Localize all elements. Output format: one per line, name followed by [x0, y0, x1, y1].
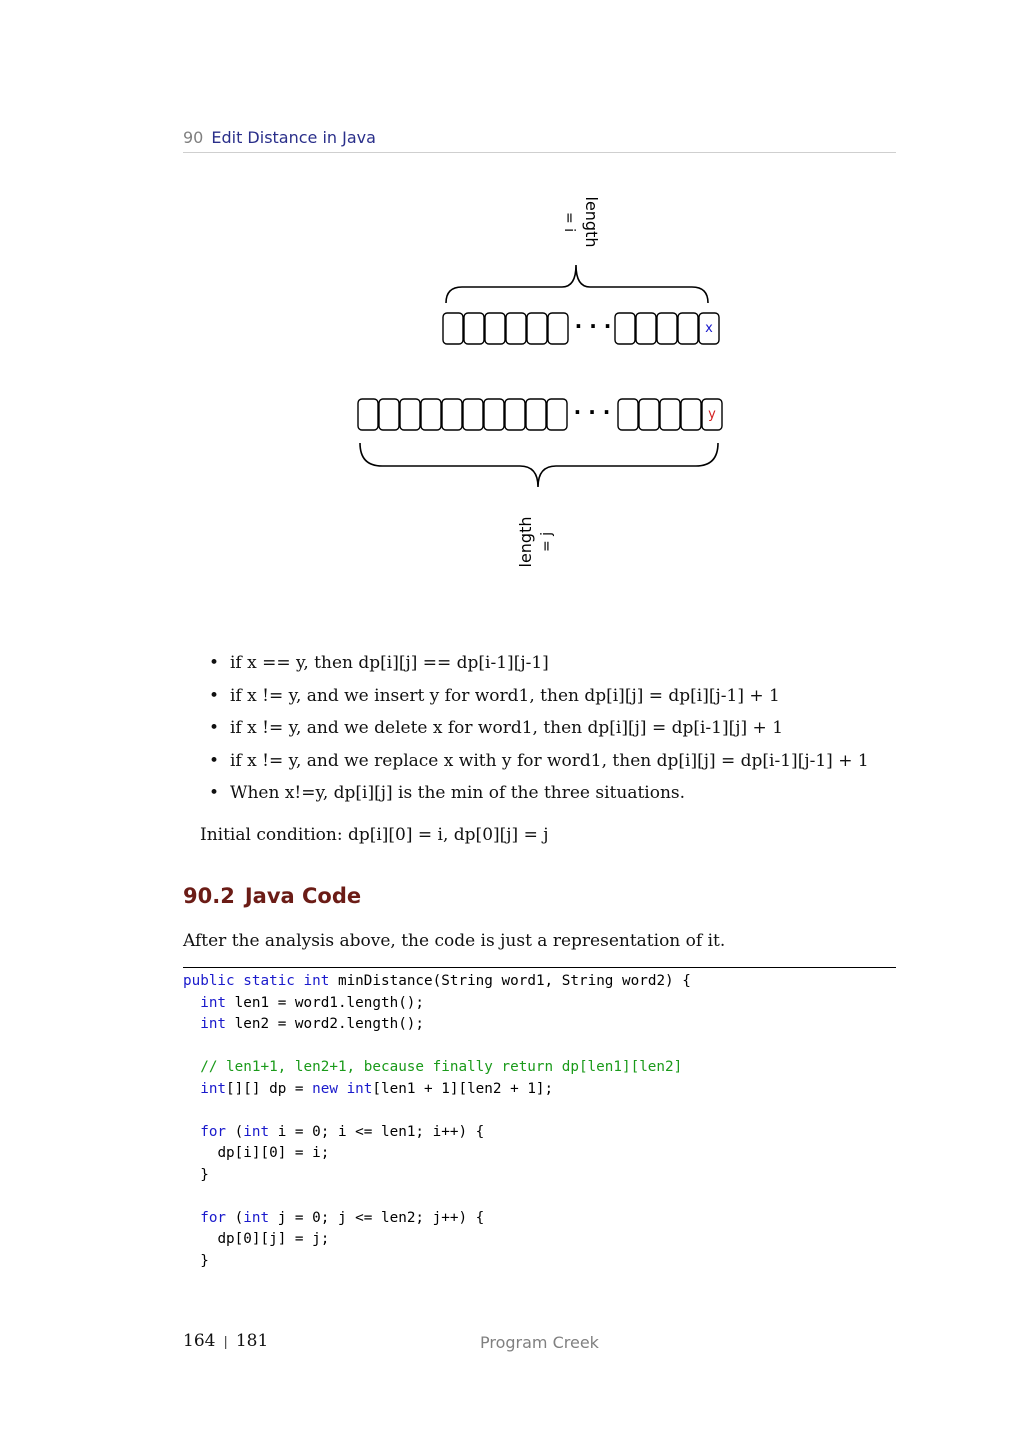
keyword: new: [312, 1080, 338, 1097]
top-length-label: [561, 197, 601, 248]
code-text: (: [226, 1209, 244, 1226]
top-i-text: = i: [561, 211, 577, 233]
code-text: (: [226, 1123, 244, 1140]
word2-box: [379, 399, 399, 430]
word2-box: [681, 399, 701, 430]
code-comment: // len1+1, len2+1, because finally return dp[len1][len2]: [200, 1059, 683, 1075]
word1-box: [443, 313, 463, 344]
current-page: 164: [183, 1331, 216, 1351]
code-block: [183, 971, 691, 1272]
chapter-number: 90: [183, 128, 204, 147]
chapter-title: Edit Distance in Java: [211, 128, 376, 147]
word2-boxes: [358, 399, 722, 430]
word1-box: [636, 313, 656, 344]
keyword: int: [243, 1123, 270, 1140]
keyword: int: [200, 1080, 227, 1097]
bottom-length-label: [516, 517, 555, 568]
keyword: int: [200, 994, 227, 1011]
word2-box: [618, 399, 638, 430]
intro-paragraph: After the analysis above, the code is just a representation of it.: [183, 931, 726, 951]
section-number: 90.2: [183, 884, 235, 908]
code-text: [len1 + 1][len2 + 1];: [372, 1080, 554, 1097]
word2-box: [505, 399, 525, 430]
keyword: int: [303, 973, 330, 989]
total-pages: 181: [235, 1331, 269, 1351]
word1-box: [464, 313, 484, 344]
keyword: public: [183, 973, 235, 989]
word2-box: [639, 399, 659, 430]
char-x: x: [705, 321, 713, 336]
word1-box: [678, 313, 698, 344]
list-item: • if x != y, and we replace x with y for word1, then dp[i][j] = dp[i-1][j-1] + 1: [200, 746, 900, 779]
code-text: }: [200, 1252, 209, 1269]
list-item: • if x != y, and we insert y for word1, then dp[i][j] = dp[i][j-1] + 1: [200, 681, 900, 714]
keyword: for: [200, 1209, 227, 1226]
string-diagram: [340, 185, 740, 585]
code-text: j = 0; j <= len2; j++) {: [269, 1209, 485, 1226]
word2-box: [526, 399, 546, 430]
keyword: int: [346, 1080, 373, 1097]
keyword: int: [243, 1209, 270, 1226]
keyword: int: [200, 1016, 227, 1032]
keyword: for: [200, 1123, 227, 1140]
word1-boxes: [443, 313, 719, 344]
word2-box: [400, 399, 420, 430]
word1-box: [506, 313, 526, 344]
code-top-rule: [183, 967, 896, 968]
running-header: [183, 128, 896, 153]
code-text: i = 0; i <= len1; i++) {: [269, 1123, 485, 1140]
page-separator: |: [223, 1335, 228, 1350]
word2-ellipsis: · · ·: [573, 400, 611, 424]
list-item: • if x == y, then dp[i][j] == dp[i-1][j-1]: [200, 648, 900, 681]
word1-box: [657, 313, 677, 344]
word2-box: [421, 399, 441, 430]
cases-list: [200, 648, 900, 811]
code-text: len2 = word2.length();: [226, 1016, 425, 1032]
code-text: }: [200, 1166, 209, 1183]
bottom-brace: [360, 443, 718, 487]
keyword: static: [243, 973, 295, 989]
word2-box: [660, 399, 680, 430]
word2-box: [484, 399, 504, 430]
word2-box: [358, 399, 378, 430]
word2-box: [547, 399, 567, 430]
list-item: • When x!=y, dp[i][j] is the min of the three situations.: [200, 778, 900, 811]
word1-box: [527, 313, 547, 344]
bottom-length-text: length: [516, 516, 535, 568]
top-length-text: length: [582, 196, 601, 248]
code-text: minDistance(String word1, String word2) {: [329, 973, 691, 989]
code-text: dp[0][j] = j;: [217, 1231, 330, 1247]
footer-book-title: Program Creek: [480, 1333, 599, 1352]
code-text: dp[i][0] = i;: [217, 1145, 330, 1161]
word2-box: [442, 399, 462, 430]
top-brace: [446, 265, 708, 303]
page-number: [183, 1331, 268, 1351]
initial-condition: Initial condition: dp[i][0] = i, dp[0][j] = j: [200, 825, 549, 845]
word1-box: [485, 313, 505, 344]
section-heading: [183, 884, 361, 908]
bottom-j-text: = j: [539, 531, 555, 553]
code-text: len1 = word1.length();: [226, 994, 425, 1011]
word1-box: [615, 313, 635, 344]
code-text: [][] dp =: [226, 1080, 313, 1097]
char-y: y: [708, 407, 716, 422]
word2-box: [463, 399, 483, 430]
word1-box: [548, 313, 568, 344]
list-item: • if x != y, and we delete x for word1, then dp[i][j] = dp[i-1][j] + 1: [200, 713, 900, 746]
word1-ellipsis: · · ·: [574, 314, 612, 338]
section-title: Java Code: [244, 884, 362, 908]
